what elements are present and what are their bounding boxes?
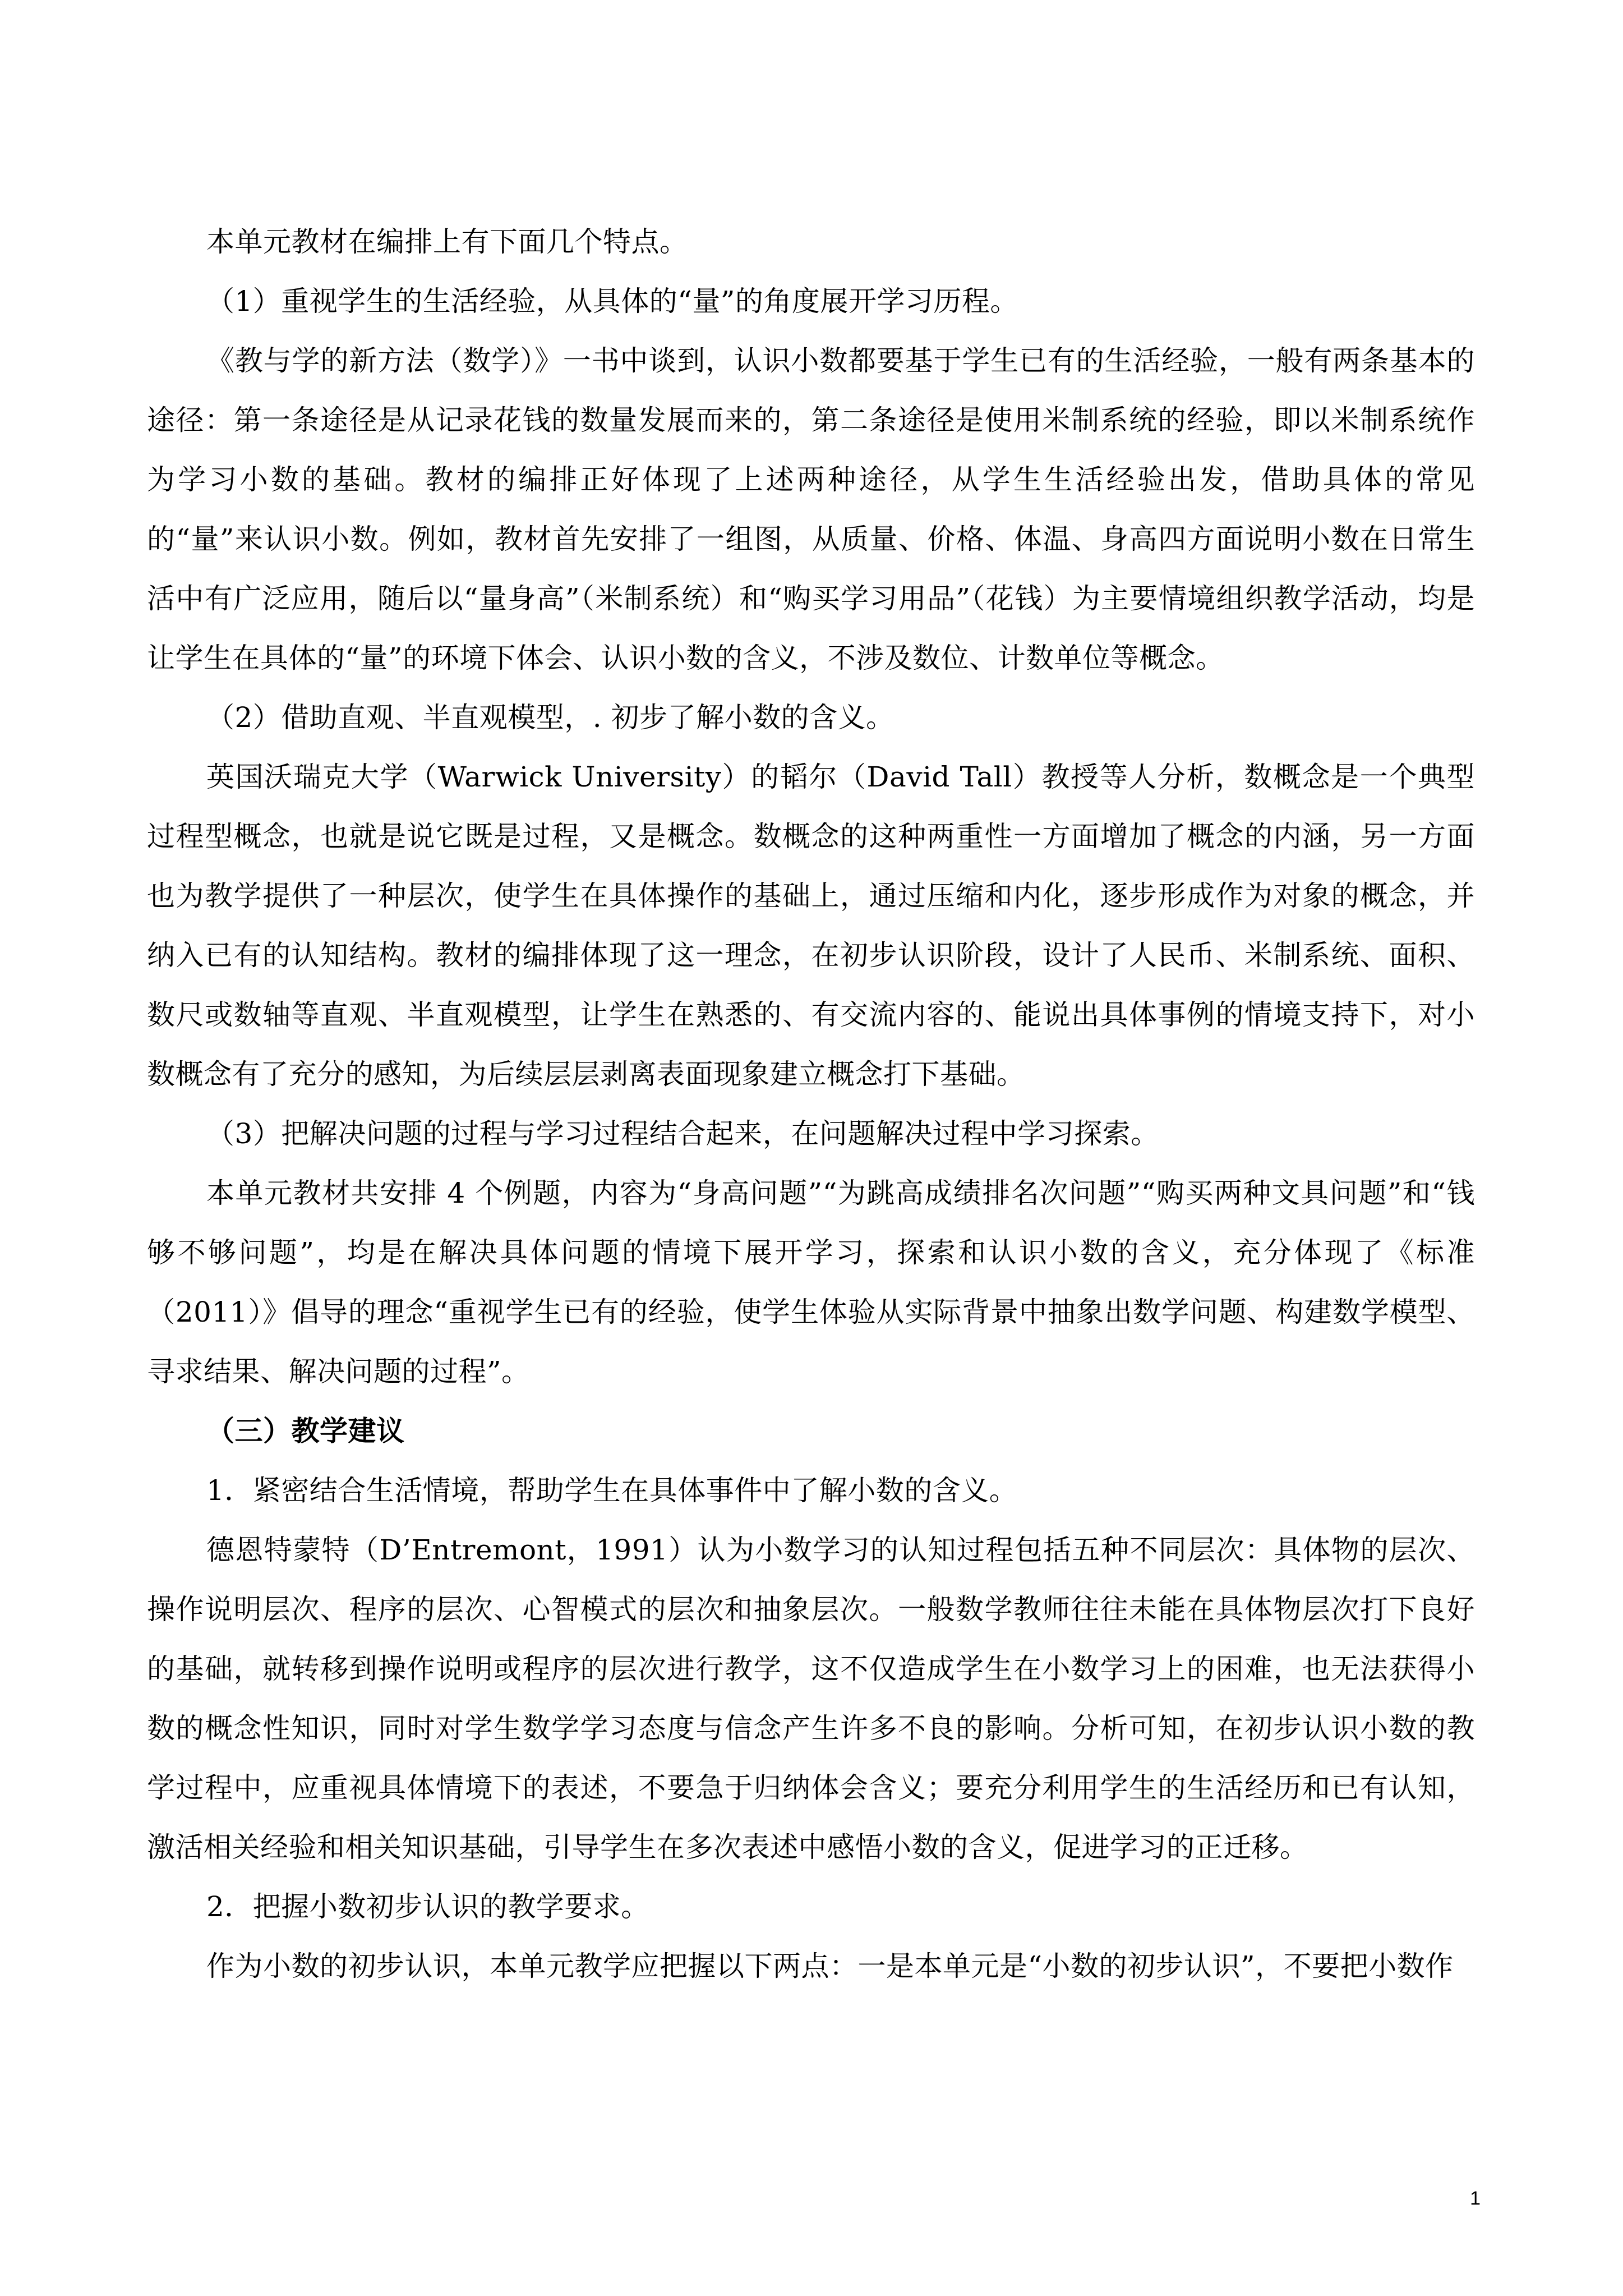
- paragraph: （1）重视学生的生活经验，从具体的“量”的角度展开学习历程。: [206, 285, 1018, 318]
- document-body: [147, 212, 1475, 1996]
- paragraph: 作为小数的初步认识，本单元教学应把握以下两点：一是本单元是“小数的初步认识”，不要把小数作: [206, 1950, 1454, 1982]
- paragraph: 本单元教材共安排 4 个例题，内容为“身高问题”“为跳高成绩排名次问题”“购买两种文具问题”和“钱够不够问题”，均是在解决具体问题的情境下展开学习，探索和认识小数的含义，充分体现了《标准（2011）》倡导的理念“重视学生已有的经验，使学生体验从实际背景中抽象出数学问题、构建数学模型、寻求结果、解决问题的过程”。: [147, 1177, 1475, 1388]
- paragraph: 1．紧密结合生活情境，帮助学生在具体事件中了解小数的含义。: [206, 1474, 1018, 1507]
- paragraph: 本单元教材在编排上有下面几个特点。: [206, 226, 688, 258]
- paragraph: （2）借助直观、半直观模型，. 初步了解小数的含义。: [206, 701, 895, 734]
- paragraph: 2．把握小数初步认识的教学要求。: [206, 1890, 649, 1923]
- paragraph: 德恩特蒙特（D’Entremont，1991）认为小数学习的认知过程包括五种不同层次：具体物的层次、操作说明层次、程序的层次、心智模式的层次和抽象层次。一般数学教师往往未能在具体物层次打下良好的基础，就转移到操作说明或程序的层次进行教学，这不仅造成学生在小数学习上的困难，也无法获得小数的概念性知识，同时对学生数学学习态度与信念产生许多不良的影响。分析可知，在初步认识小数的教学过程中，应重视具体情境下的表述，不要急于归纳体会含义；要充分利用学生的生活经历和已有认知，激活相关经验和相关知识基础，引导学生在多次表述中感悟小数的含义，促进学习的正迁移。: [147, 1534, 1475, 1864]
- paragraph: 《教与学的新方法（数学）》一书中谈到，认识小数都要基于学生已有的生活经验，一般有两条基本的途径：第一条途径是从记录花钱的数量发展而来的，第二条途径是使用米制系统的经验，即以米制系统作为学习小数的基础。教材的编排正好体现了上述两种途径，从学生生活经验出发，借助具体的常见的“量”来认识小数。例如，教材首先安排了一组图，从质量、价格、体温、身高四方面说明小数在日常生活中有广泛应用，随后以“量身高”（米制系统）和“购买学习用品”（花钱）为主要情境组织教学活动，均是让学生在具体的“量”的环境下体会、认识小数的含义，不涉及数位、计数单位等概念。: [147, 344, 1475, 674]
- paragraph: （3）把解决问题的过程与学习过程结合起来，在问题解决过程中学习探索。: [206, 1117, 1159, 1150]
- paragraph: 英国沃瑞克大学（Warwick University）的韬尔（David Tall）教授等人分析，数概念是一个典型过程型概念，也就是说它既是过程，又是概念。数概念的这种两重性一方面增加了概念的内涵，另一方面也为教学提供了一种层次，使学生在具体操作的基础上，通过压缩和内化，逐步形成作为对象的概念，并纳入已有的认知结构。教材的编排体现了这一理念，在初步认识阶段，设计了人民币、米制系统、面积、数尺或数轴等直观、半直观模型，让学生在熟悉的、有交流内容的、能说出具体事例的情境支持下，对小数概念有了充分的感知，为后续层层剥离表面现象建立概念打下基础。: [147, 761, 1475, 1091]
- page-number: 1: [1470, 2188, 1481, 2209]
- section-heading: （三）教学建议: [206, 1414, 405, 1447]
